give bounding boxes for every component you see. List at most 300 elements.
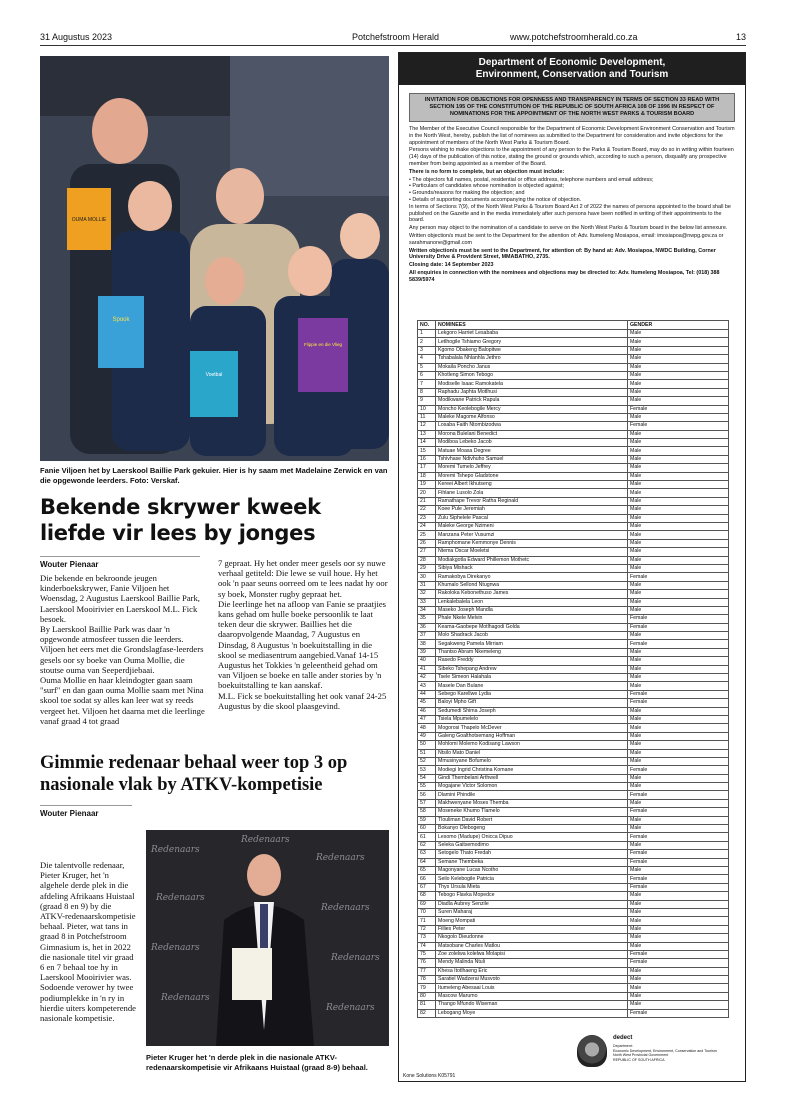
- table-header-row: [418, 321, 729, 330]
- backdrop-text: Redenaars: [321, 903, 370, 913]
- nominee-name: Setogelo Thato Fredah: [436, 850, 628, 858]
- table-row: [418, 430, 729, 438]
- nominee-number: 34: [418, 606, 436, 614]
- nominee-gender: Male: [628, 783, 729, 791]
- nominee-number: 35: [418, 615, 436, 623]
- nominee-name: Kgomo Obakeng Balopitwe: [436, 346, 628, 354]
- speaker-photo-illustration: [146, 830, 389, 1046]
- nominee-number: 56: [418, 791, 436, 799]
- nominee-name: Ntsilo Mato Daniel: [436, 749, 628, 757]
- publication-name: Potchefstroom Herald: [352, 32, 440, 42]
- nominee-gender: Male: [628, 674, 729, 682]
- nominee-number: 51: [418, 749, 436, 757]
- nominee-name: Lesomo (Madupe) Onicca Dipuo: [436, 833, 628, 841]
- table-row: [418, 422, 729, 430]
- nominee-name: Morona Bulelani Benedict: [436, 430, 628, 438]
- nominee-gender: Male: [628, 497, 729, 505]
- nominee-number: 55: [418, 783, 436, 791]
- nominee-name: Masele Dan Bulane: [436, 682, 628, 690]
- table-row: [418, 413, 729, 421]
- logo-line: Department:: [613, 1044, 633, 1048]
- nominee-name: Maleke Magome Alfonso: [436, 413, 628, 421]
- nominee-number: 76: [418, 959, 436, 967]
- nominee-name: Segakweng Pamela Mirriam: [436, 640, 628, 648]
- nominee-gender: Male: [628, 506, 729, 514]
- nominee-number: 54: [418, 774, 436, 782]
- nominee-number: 16: [418, 455, 436, 463]
- notice-terms: In terms of Sections 7(9), of the North West Parks & Tourism Board Act 2 of 2022 the names of persons appointed to the board shall be published on the Gazette and in the media immediately after such persons have been notified in writing of their appointments to the board.: [409, 203, 731, 224]
- nominee-number: 60: [418, 825, 436, 833]
- nominee-name: Lebogang Moye: [436, 1009, 628, 1017]
- nominee-number: 37: [418, 632, 436, 640]
- nominee-number: 28: [418, 556, 436, 564]
- nominee-name: Moremi Tshepo Gladstone: [436, 472, 628, 480]
- story1-headline: Bekende skrywer kweek liefde vir lees by jonges: [40, 495, 321, 545]
- table-row: [418, 791, 729, 799]
- nominee-name: Thango Mfundo Wiseman: [436, 1001, 628, 1009]
- table-row: [418, 531, 729, 539]
- nominee-number: 13: [418, 430, 436, 438]
- nominee-number: 50: [418, 741, 436, 749]
- nominee-name: Itumeleng Abesaai Louis: [436, 984, 628, 992]
- nominee-name: Moremi Tumelo Jeffrey: [436, 464, 628, 472]
- nominee-gender: Female: [628, 699, 729, 707]
- table-row: [418, 522, 729, 530]
- nominee-gender: Female: [628, 690, 729, 698]
- department-line-2: Environment, Conservation and Tourism: [475, 69, 669, 80]
- nominee-number: 80: [418, 992, 436, 1000]
- nominee-name: Semane Thembeka: [436, 858, 628, 866]
- nominee-number: 40: [418, 657, 436, 665]
- table-row: [418, 917, 729, 925]
- nominee-name: Ntema Oscar Moeletsi: [436, 548, 628, 556]
- table-row: [418, 959, 729, 967]
- nominee-name: Zulu Siphelele Pascal: [436, 514, 628, 522]
- nominee-gender: Female: [628, 883, 729, 891]
- book-label-2: Spook: [112, 317, 130, 323]
- nominee-number: 29: [418, 564, 436, 572]
- nominee-name: Phale Nkele Melvin: [436, 615, 628, 623]
- logo-lines: [613, 1044, 737, 1062]
- nominee-number: 43: [418, 682, 436, 690]
- nominee-name: Bokanyo Olebogeng: [436, 825, 628, 833]
- story1-para: By Laerskool Baillie Park was daar 'n opgewonde atmosfeer tussen die leerders. Viljoen het eers met die Grondslagfase-leerders gesels oor sy boeke van Ouma Mollie, die stoutse ouma van Seeperdjiebaai.: [40, 624, 204, 675]
- nominee-number: 65: [418, 867, 436, 875]
- nominee-gender: Male: [628, 472, 729, 480]
- nominee-gender: Female: [628, 950, 729, 958]
- nominee-number: 32: [418, 590, 436, 598]
- nominee-number: 62: [418, 841, 436, 849]
- nominee-gender: Male: [628, 825, 729, 833]
- nominee-gender: Male: [628, 1001, 729, 1009]
- story2-body: Die talentvolle redenaar, Pieter Kruger, het 'n algehele derde plek in die afdeling Afrikaans Huistaal (graad 8 en 9) by die ATKV-redenaarskompetisie behaal. Pieter, wat tans in graad 8 in Potchefstroom Gimnasium is, het in 2022 die nasionale titel vir graad 6 en 7 behaal toe hy in Laerskool Mooirivier was. Sodoende verower hy twee podiumplekke in 'n ry in hierdie uiters kompeterende nasionale kompetisie.: [40, 860, 136, 1024]
- nominee-name: Gindi Thembelani Arthwell: [436, 774, 628, 782]
- nominee-name: Rasedo Freddy: [436, 657, 628, 665]
- nominee-gender: Male: [628, 732, 729, 740]
- table-row: [418, 908, 729, 916]
- nominee-number: 36: [418, 623, 436, 631]
- nominee-number: 21: [418, 497, 436, 505]
- table-row: [418, 1001, 729, 1009]
- nominee-number: 39: [418, 648, 436, 656]
- nominee-number: 18: [418, 472, 436, 480]
- table-row: [418, 573, 729, 581]
- notice-closing-date: Closing date: 14 September 2023: [409, 262, 494, 269]
- nominee-number: 72: [418, 925, 436, 933]
- nominee-number: 14: [418, 439, 436, 447]
- nominee-number: 58: [418, 808, 436, 816]
- table-row: [418, 976, 729, 984]
- nominee-gender: Female: [628, 1009, 729, 1017]
- nominee-number: 66: [418, 875, 436, 883]
- story1-caption: Fanie Viljoen het by Laerskool Baillie Park gekuier. Hier is hy saam met Madelaine Zerwick en van die opgewonde leerders. Foto: Verskaf.: [40, 466, 388, 485]
- nominee-number: 81: [418, 1001, 436, 1009]
- table-row: [418, 581, 729, 589]
- nominee-number: 47: [418, 715, 436, 723]
- table-row: [418, 346, 729, 354]
- nominee-gender: Male: [628, 363, 729, 371]
- col-nominees: NOMINEES: [436, 321, 628, 330]
- table-row: [418, 615, 729, 623]
- nominee-name: Manzana Peter Vusumzi: [436, 531, 628, 539]
- nominee-gender: Male: [628, 564, 729, 572]
- nominee-gender: Male: [628, 900, 729, 908]
- nominee-number: 42: [418, 674, 436, 682]
- table-row: [418, 724, 729, 732]
- nominee-gender: Male: [628, 665, 729, 673]
- story2-headline: Gimmie redenaar behaal weer top 3 op nasionale vlak by ATKV-kompetisie: [40, 753, 348, 795]
- story2-byline: Wouter Pienaar: [40, 805, 132, 818]
- nominee-gender: Male: [628, 397, 729, 405]
- requirement-item: • Grounds/reasons for making the objection; and: [409, 190, 735, 197]
- table-row: [418, 850, 729, 858]
- nominee-name: Galeng Goalthotsemang Hoffman: [436, 732, 628, 740]
- table-row: [418, 590, 729, 598]
- nominee-number: 15: [418, 447, 436, 455]
- nominee-number: 79: [418, 984, 436, 992]
- notice-body: [409, 126, 735, 284]
- issue-date: 31 Augustus 2023: [40, 32, 113, 42]
- nominee-name: Kereei Albert Ikhutseng: [436, 481, 628, 489]
- nominee-name: Mogajane Victor Solomon: [436, 783, 628, 791]
- table-row: [418, 632, 729, 640]
- nominee-gender: Female: [628, 405, 729, 413]
- nominee-gender: Male: [628, 413, 729, 421]
- table-row: [418, 699, 729, 707]
- nominee-name: Thantso Abram Nkemeleng: [436, 648, 628, 656]
- requirement-item: • The objectors full names, postal, residential or office address, telephone numbers and email address;: [409, 177, 735, 184]
- nominee-name: Maleke George Nzimeni: [436, 522, 628, 530]
- backdrop-text: Redenaars: [331, 953, 380, 963]
- nominee-gender: Male: [628, 816, 729, 824]
- nominee-name: Suren Maharaj: [436, 908, 628, 916]
- nominee-number: 4: [418, 355, 436, 363]
- table-row: [418, 447, 729, 455]
- nominee-number: 57: [418, 799, 436, 807]
- nominee-name: Thys Ursula Mieta: [436, 883, 628, 891]
- table-row: [418, 875, 729, 883]
- book-voetbal: [190, 351, 238, 417]
- nominee-number: 78: [418, 976, 436, 984]
- nominee-number: 3: [418, 346, 436, 354]
- table-row: [418, 665, 729, 673]
- backdrop-text: Redenaars: [151, 845, 200, 855]
- logo-line: Economic Development, Environment, Conservation and Tourism: [613, 1048, 717, 1053]
- nominee-name: Fillies Peter: [436, 925, 628, 933]
- table-row: [418, 464, 729, 472]
- nominee-gender: Male: [628, 976, 729, 984]
- table-row: [418, 942, 729, 950]
- nominee-name: Sibiya Mishack: [436, 564, 628, 572]
- nominee-number: 59: [418, 816, 436, 824]
- book-label-3: Voetbal: [205, 372, 223, 378]
- table-row: [418, 355, 729, 363]
- nominee-name: Rakoloka Kebonethuso James: [436, 590, 628, 598]
- nominees-table: [417, 320, 729, 1018]
- nominee-number: 2: [418, 338, 436, 346]
- nominee-name: Mogorosi Thapelo McDever: [436, 724, 628, 732]
- nominee-name: Sibeko Tshepang Andrew: [436, 665, 628, 673]
- backdrop-text: Redenaars: [156, 893, 205, 903]
- nominee-gender: Male: [628, 531, 729, 539]
- table-row: [418, 757, 729, 765]
- nominee-gender: Male: [628, 464, 729, 472]
- nominee-name: Tshabalala Nhlanhla Jethro: [436, 355, 628, 363]
- story1-para: Die bekende en bekroonde jeugen kinderboekskrywer, Fanie Viljoen het Woensdag, 2 Augustus Laerskool Baillie Park, Laerskool Mooirivier en Laerskool M.L. Fick besoek.: [40, 573, 200, 624]
- table-row: [418, 338, 729, 346]
- nominee-gender: Female: [628, 808, 729, 816]
- notice-persons: Persons wishing to make objections to the appointment of any person to the Parks & Tourism Board, may do so in writing within fourteen (14) days of the publication of this notice, stating the ground or grounds which, according to such a person, disqualify any prospective member from being appointed as a member of the Board.: [409, 147, 734, 167]
- requirement-item: • Details of supporting documents accompanying the notice of objection.: [409, 197, 735, 204]
- nominee-gender: Female: [628, 791, 729, 799]
- nominee-name: Baloyi Mpho Gift: [436, 699, 628, 707]
- nominee-number: 5: [418, 363, 436, 371]
- backdrop-text: Redenaars: [151, 943, 200, 953]
- nominee-gender: Male: [628, 657, 729, 665]
- nominee-number: 31: [418, 581, 436, 589]
- table-row: [418, 858, 729, 866]
- nominee-number: 44: [418, 690, 436, 698]
- nominee-gender: Male: [628, 934, 729, 942]
- nominee-number: 49: [418, 732, 436, 740]
- table-row: [418, 749, 729, 757]
- table-row: [418, 674, 729, 682]
- nominee-name: Sedumedi Shima Joseph: [436, 707, 628, 715]
- nominee-gender: Male: [628, 867, 729, 875]
- table-row: [418, 405, 729, 413]
- nominee-gender: Male: [628, 514, 729, 522]
- nominee-name: Ramathape Trevor Ratha Reginald: [436, 497, 628, 505]
- nominee-name: Losaba Faith Ntombizodwa: [436, 422, 628, 430]
- nominee-name: Mohlomi Molemo Kodisang Lawson: [436, 741, 628, 749]
- nominee-gender: Male: [628, 724, 729, 732]
- table-row: [418, 439, 729, 447]
- table-row: [418, 766, 729, 774]
- nominee-number: 27: [418, 548, 436, 556]
- nominee-gender: Female: [628, 640, 729, 648]
- notice-written-hand: Written objection/s must be sent to the Department, for attention of: By hand at: Adv. Mosiapoa, NWDC Building, Corner University Drive & Provident Street, MMABATHO, 2735.: [409, 247, 716, 261]
- table-row: [418, 657, 729, 665]
- nominee-name: Matuae Moasa Degree: [436, 447, 628, 455]
- nominee-number: 12: [418, 422, 436, 430]
- nominee-gender: Male: [628, 539, 729, 547]
- notice-any-person: Any person may object to the nomination of a candidate to serve on the North West Parks & Tourism board in the below list annexure.: [409, 225, 728, 232]
- invitation-box: INVITATION FOR OBJECTIONS FOR OPENNESS AND TRANSPARENCY IN TERMS OF SECTION 33 READ WITH SECTION 195 OF THE CONSTITUTION OF THE REPUBLIC OF SOUTH AFRICA 108 OF 1996 IN RESPECT OF NOMINATIONS FOR THE APPOINTMENT OF THE NORTH WEST PARKS & TOURISM BOARD: [409, 93, 735, 122]
- nominee-name: Khesa Itotlhaeng Eric: [436, 967, 628, 975]
- nominee-number: 69: [418, 900, 436, 908]
- table-row: [418, 867, 729, 875]
- book-label-1: OUMA MOLLIE: [71, 217, 107, 223]
- nominee-number: 22: [418, 506, 436, 514]
- department-line-1: Department of Economic Development,: [478, 57, 666, 68]
- story1-byline: Wouter Pienaar: [40, 556, 200, 569]
- objection-requirements: [409, 177, 735, 204]
- story1-para: Die leerlinge het na afloop van Fanie se praatjies kans gehad om hulle boeke persoonlik te laat teken deur die skrywer. Baillies het die daaropvolgende Maandag, 7 Augustus en Dinsdag, 8 Augustus 'n boekuitstalling in die skool se mediasentrum aangebied.Vanaf 14-15 Augustus het Tokkies 'n geleentheid gehad om van Viljoen se boeke en talle ander stories by 'n boekuitstalling te kan aanskaf.: [218, 598, 386, 691]
- backdrop-text: Redenaars: [316, 853, 365, 863]
- nominee-number: 82: [418, 1009, 436, 1017]
- page-header: [40, 30, 746, 46]
- nominee-number: 25: [418, 531, 436, 539]
- nominee-number: 45: [418, 699, 436, 707]
- table-row: [418, 598, 729, 606]
- nominee-gender: Male: [628, 590, 729, 598]
- table-row: [418, 783, 729, 791]
- page-number: 13: [735, 32, 746, 42]
- nominee-name: Seilo Kelebogile Patricia: [436, 875, 628, 883]
- table-row: [418, 925, 729, 933]
- publication-url[interactable]: www.potchefstroomherald.co.za: [510, 32, 638, 42]
- table-row: [418, 606, 729, 614]
- nominee-gender: Male: [628, 715, 729, 723]
- nominee-name: Khumalo Sellond Ntugnwa: [436, 581, 628, 589]
- table-row: [418, 648, 729, 656]
- table-row: [418, 950, 729, 958]
- nominee-gender: Male: [628, 799, 729, 807]
- table-row: [418, 816, 729, 824]
- nominee-number: 24: [418, 522, 436, 530]
- story1-column-1: [40, 573, 207, 743]
- nominee-number: 70: [418, 908, 436, 916]
- table-row: [418, 388, 729, 396]
- story1-para: 7 gepraat. Hy het onder meer gesels oor sy nuwe verhaal getiteld: Die lewe se vuil houe. Hy het ook 'n paar seuns oorreed om te lees nadat hy oor sy boek, Monster rugby gepraat het.: [218, 558, 388, 599]
- table-row: [418, 397, 729, 405]
- notice-no-form: There is no form to complete, but an objection must include:: [409, 168, 565, 175]
- table-row: [418, 363, 729, 371]
- nominee-gender: Male: [628, 908, 729, 916]
- nominee-gender: Female: [628, 875, 729, 883]
- nominee-number: 67: [418, 883, 436, 891]
- nominee-number: 19: [418, 481, 436, 489]
- notice-enquiries: All enquiries in connection with the nominees and objections may be directed to: Adv. Itumeleng Mosiapoa, Tel: (018) 388 5839/5974: [409, 269, 720, 283]
- nominee-gender: Female: [628, 623, 729, 631]
- table-row: [418, 690, 729, 698]
- nominee-name: Lenkalebalela Leon: [436, 598, 628, 606]
- nominee-name: Tshivhase Ndivhuho Samuel: [436, 455, 628, 463]
- nominee-gender: Male: [628, 380, 729, 388]
- nominees-table-body: [418, 330, 729, 1018]
- nominee-name: Tebogo Flavka Mopedce: [436, 892, 628, 900]
- nominee-name: Koee Pule Jeremiah: [436, 506, 628, 514]
- table-row: [418, 497, 729, 505]
- table-row: [418, 506, 729, 514]
- nominee-name: Seleka Gaitsemodimo: [436, 841, 628, 849]
- notice-reference: Kone Solutions K05791: [403, 1073, 456, 1079]
- nominee-name: Modiselle Isaac Ramokatela: [436, 380, 628, 388]
- nominee-name: Tlouliman David Robert: [436, 816, 628, 824]
- nominee-number: 41: [418, 665, 436, 673]
- story1-para: M.L. Fick se boekuitstalling het ook vanaf 24-25 Augustus by die skool plaasgevind.: [218, 690, 387, 711]
- nominee-name: Mendy Malinda Ntuli: [436, 959, 628, 967]
- nominee-number: 17: [418, 464, 436, 472]
- nominee-name: Mascow Marumo: [436, 992, 628, 1000]
- nominee-number: 7: [418, 380, 436, 388]
- government-notice: [398, 52, 746, 1082]
- book-flippie: [298, 318, 348, 392]
- table-row: [418, 682, 729, 690]
- nominee-name: Raphadu Japhta Motlhusi: [436, 388, 628, 396]
- table-row: [418, 489, 729, 497]
- backdrop-text: Redenaars: [161, 993, 210, 1003]
- nominee-gender: Male: [628, 632, 729, 640]
- table-row: [418, 984, 729, 992]
- table-row: [418, 883, 729, 891]
- table-row: [418, 799, 729, 807]
- nominee-gender: Female: [628, 573, 729, 581]
- nominee-gender: Male: [628, 346, 729, 354]
- nominee-number: 68: [418, 892, 436, 900]
- nominee-name: Nkogolo Dieudonne: [436, 934, 628, 942]
- story1-para: Ouma Mollie en haar kleindogter gaan saam "surf" en dan gaan ouma Mollie saam met Nina skool toe sodat sy alles kan leer wat sy reeds vergeet het. Viljoen het daarna met die leerlinge vanaf graad 4 tot graad: [40, 675, 205, 726]
- nominee-name: Makhwenyane Moses Themba: [436, 799, 628, 807]
- table-row: [418, 481, 729, 489]
- nominee-gender: Male: [628, 841, 729, 849]
- nominee-name: Modiboa Lebeko Jacob: [436, 439, 628, 447]
- nominee-name: Fihlane Lusolo Zola: [436, 489, 628, 497]
- nominee-gender: Male: [628, 757, 729, 765]
- table-row: [418, 640, 729, 648]
- notice-department-title: [399, 53, 745, 85]
- requirement-item: • Particulars of candidates whose nomination is objected against;: [409, 183, 735, 190]
- nominee-number: 71: [418, 917, 436, 925]
- nominee-gender: Male: [628, 741, 729, 749]
- nominee-name: Diadla Aubrey Senzile: [436, 900, 628, 908]
- department-logo: [577, 1035, 737, 1069]
- nominee-gender: Male: [628, 925, 729, 933]
- notice-intro: The Member of the Executive Council responsible for the Department of Economic Development Environment Conservation and Tourism in the North West, hereby, publish the list of nominees as submitted to the Department for consideration and invite objections for the appointment of members of the North West Parks & Tourism Board.: [409, 126, 735, 146]
- nominee-gender: Male: [628, 455, 729, 463]
- nominee-gender: Male: [628, 430, 729, 438]
- nominee-gender: Male: [628, 548, 729, 556]
- table-row: [418, 808, 729, 816]
- nominee-number: 9: [418, 397, 436, 405]
- nominee-number: 74: [418, 942, 436, 950]
- nominee-name: Mokaila Poncho Janus: [436, 363, 628, 371]
- nominee-number: 10: [418, 405, 436, 413]
- nominee-name: Modikwane Patrick Rapula: [436, 397, 628, 405]
- nominee-gender: Male: [628, 355, 729, 363]
- logo-line: North West Provincial Government: [613, 1053, 669, 1058]
- nominee-gender: Female: [628, 850, 729, 858]
- nominee-number: 73: [418, 934, 436, 942]
- nominee-number: 26: [418, 539, 436, 547]
- nominee-gender: Male: [628, 371, 729, 379]
- nominee-name: Mmusinyane Bofumelo: [436, 757, 628, 765]
- nominee-number: 8: [418, 388, 436, 396]
- table-row: [418, 741, 729, 749]
- nominee-gender: Female: [628, 615, 729, 623]
- nominee-name: Modiakgotla Edward Phillemon Mothetc: [436, 556, 628, 564]
- nominee-number: 48: [418, 724, 436, 732]
